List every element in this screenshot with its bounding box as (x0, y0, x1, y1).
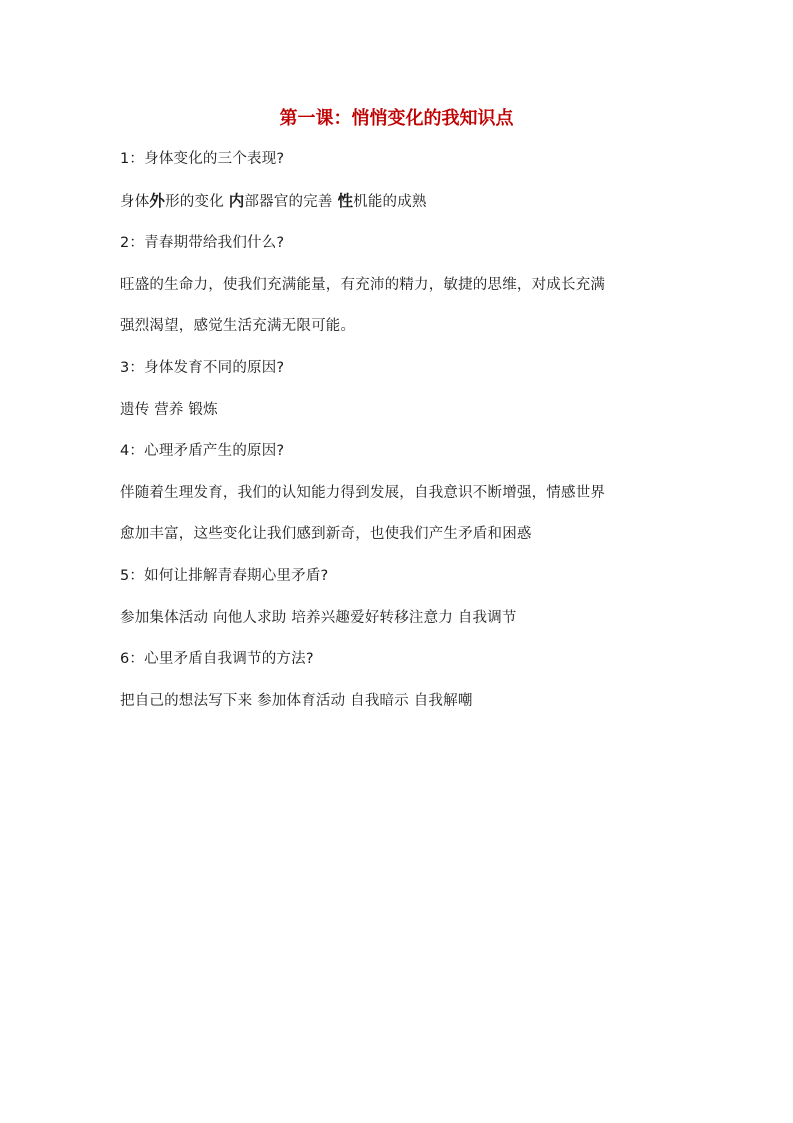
question-6: 6：心里矛盾自我调节的方法? (120, 651, 314, 667)
answer-4-line-2: 愈加丰富，这些变化让我们感到新奇，也使我们产生矛盾和困惑 (120, 526, 532, 542)
question-3: 3：身体发育不同的原因? (120, 360, 285, 376)
question-5: 5：如何让排解青春期心里矛盾? (120, 568, 329, 584)
answer-1-bold-part: 外 (149, 192, 166, 210)
page-title: 第一课：悄悄变化的我知识点 (279, 108, 514, 129)
answer-1-bold-part: 内 (228, 192, 245, 210)
answer-6: 把自己的想法写下来 参加体育活动 自我暗示 自我解嘲 (120, 693, 473, 709)
answer-2-line-1: 旺盛的生命力，使我们充满能量，有充沛的精力，敏捷的思维，对成长充满 (120, 277, 606, 293)
question-1: 1：身体变化的三个表现? (120, 151, 285, 167)
answer-1-bold-part: 性 (337, 192, 354, 210)
answer-1-part: 机能的成熟 (353, 194, 427, 210)
answer-2-line-2: 强烈渴望，感觉生活充满无限可能。 (120, 318, 356, 334)
answer-5: 参加集体活动 向他人求助 培养兴趣爱好转移注意力 自我调节 (120, 610, 517, 626)
question-4: 4：心理矛盾产生的原因? (120, 443, 285, 459)
answer-1-part: 身体 (120, 194, 150, 210)
answer-1 (120, 190, 427, 213)
answer-1-part: 形的变化 (165, 194, 229, 210)
answer-4-line-1: 伴随着生理发育，我们的认知能力得到发展，自我意识不断增强，情感世界 (120, 485, 606, 501)
answer-3: 遗传 营养 锻炼 (120, 402, 218, 418)
answer-1-part: 部器官的完善 (244, 194, 338, 210)
question-2: 2：青春期带给我们什么? (120, 235, 285, 251)
